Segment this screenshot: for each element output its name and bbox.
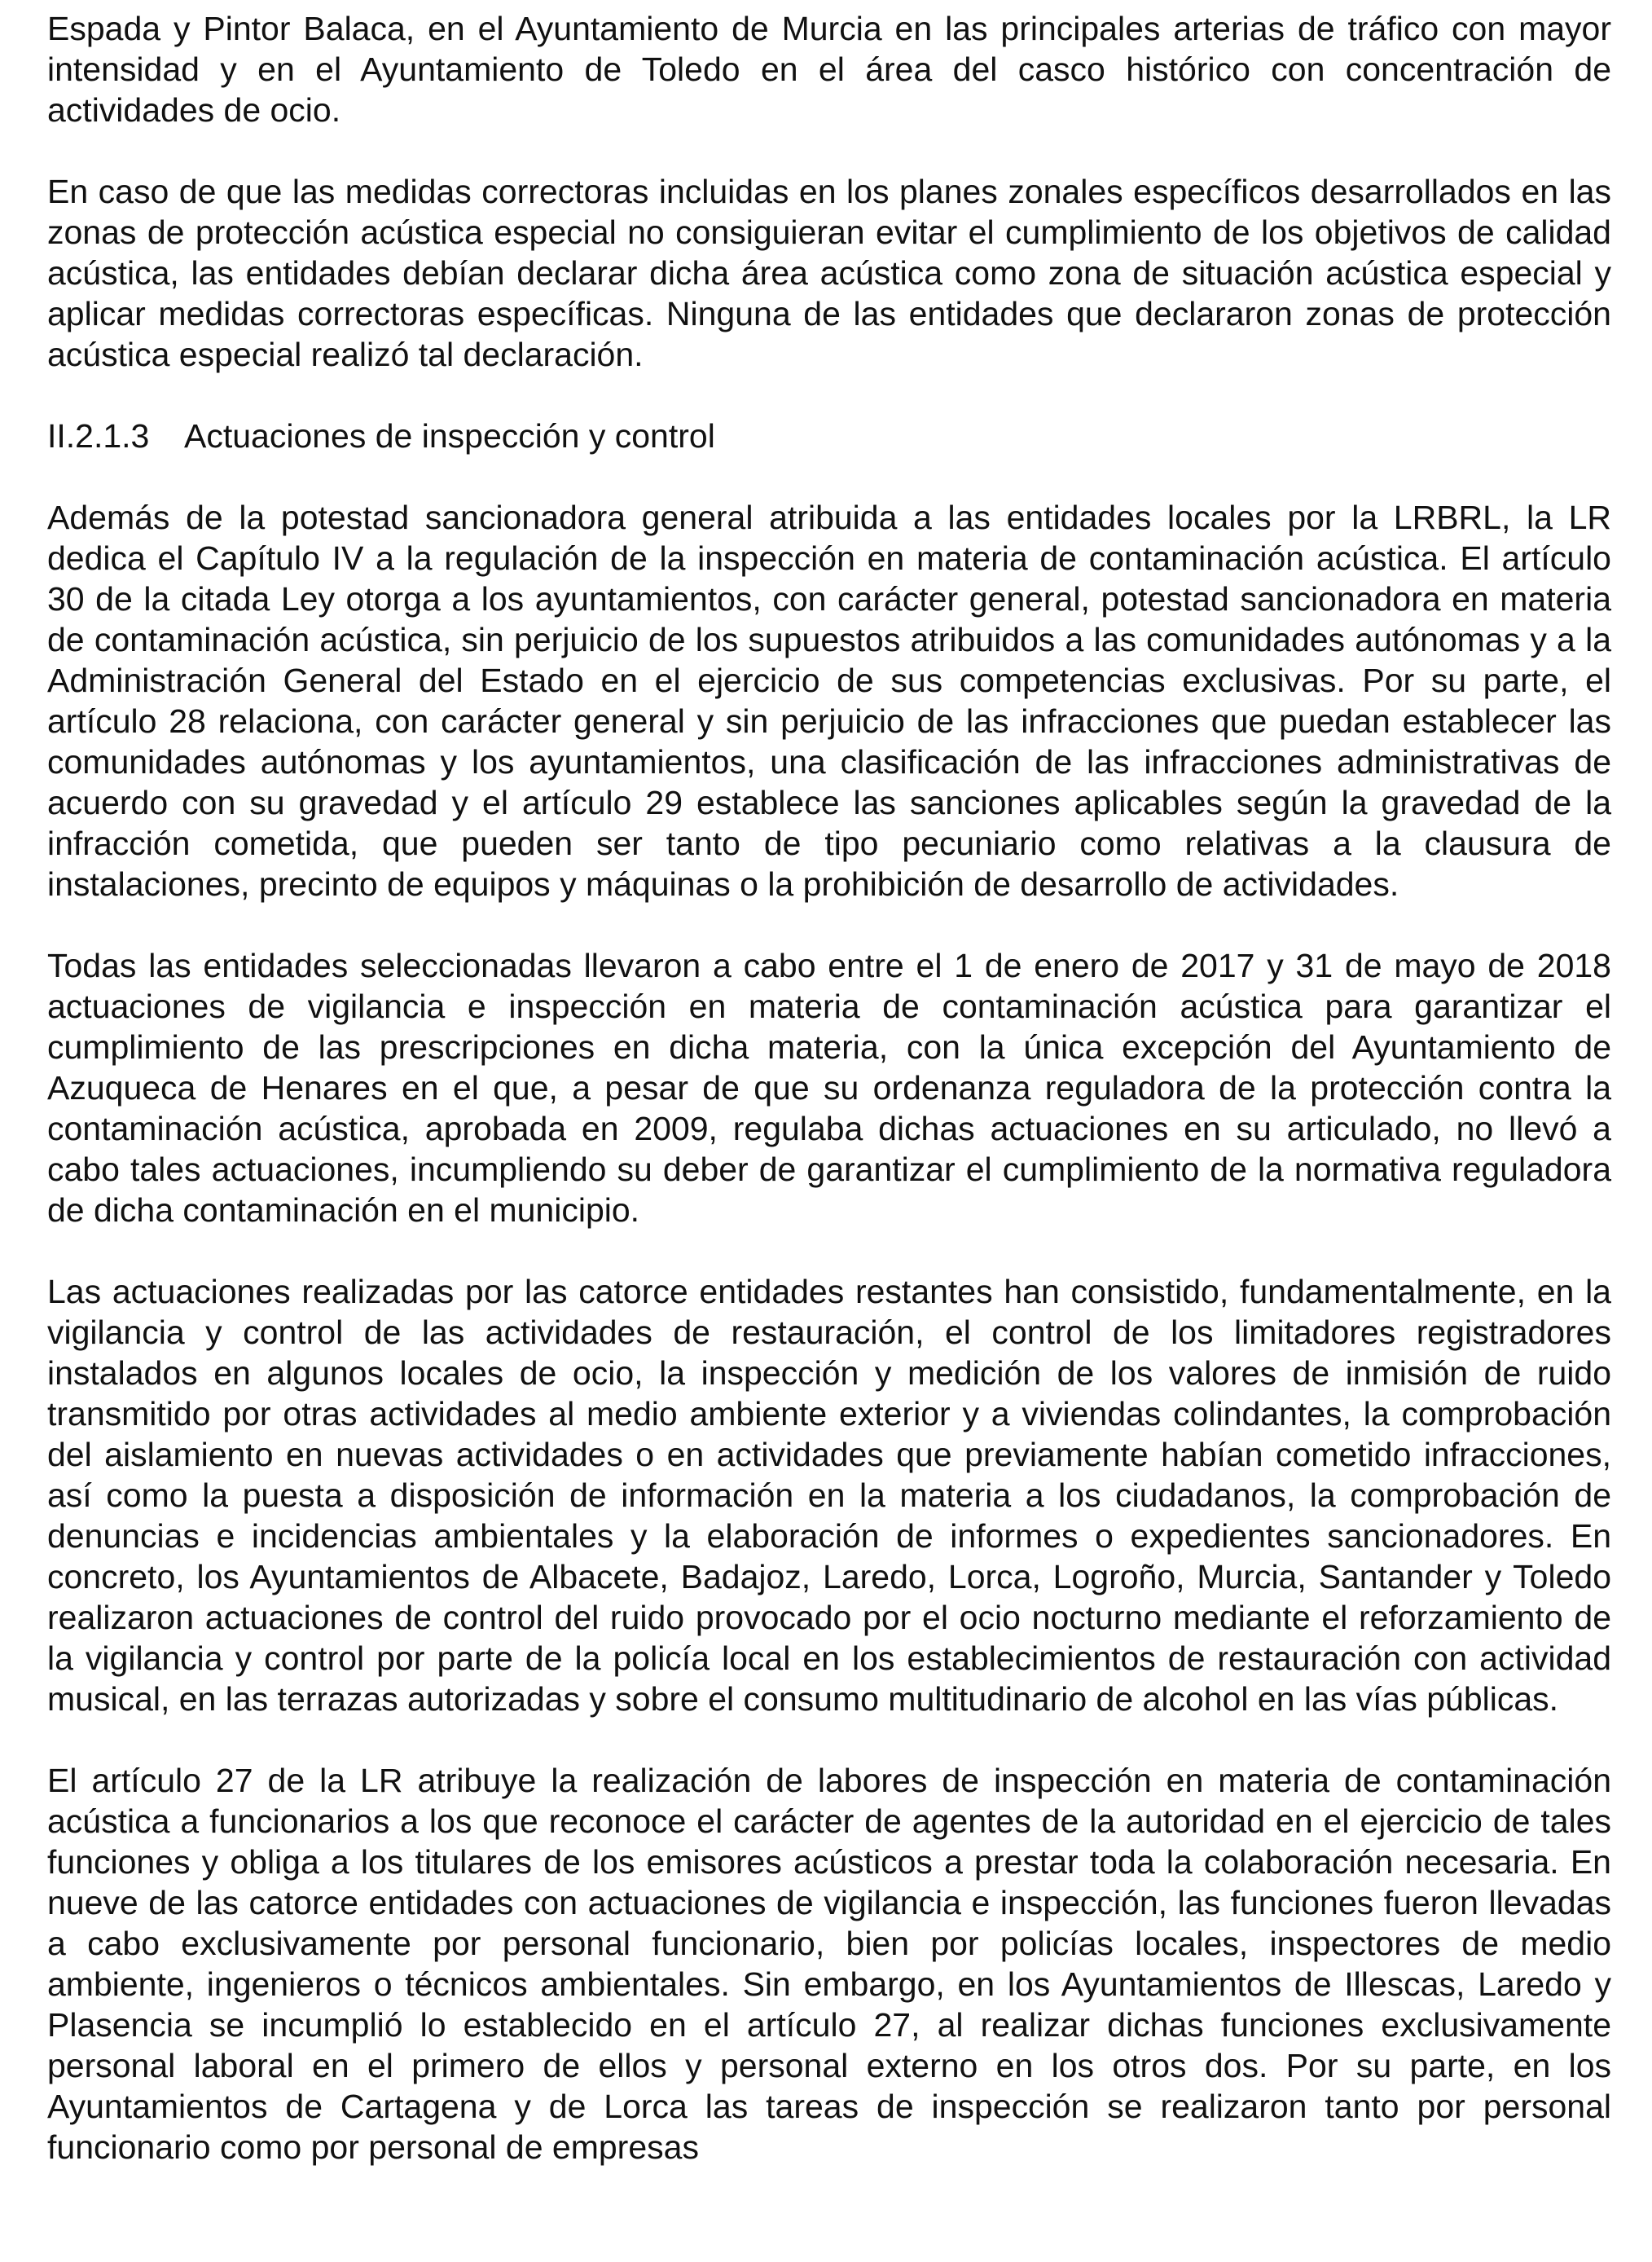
paragraph-5: Las actuaciones realizadas por las catorce entidades restantes han consistido, fundamentalmente, en la vigilancia y control de las actividades de restauración, el control de los limitadores registradores instalados en algunos locales de ocio, la inspección y medición de los valores de inmisión de ruido transmitido por otras actividades al medio ambiente exterior y a viviendas colindantes, la comprobación del aislamiento en nuevas actividades o en actividades que previamente habían cometido infracciones, así como la puesta a disposición de información en la materia a los ciudadanos, la comprobación de denuncias e incidencias ambientales y la elaboración de informes o expedientes sancionadores. En concreto, los Ayuntamientos de Albacete, Badajoz, Laredo, Lorca, Logroño, Murcia, Santander y Toledo realizaron actuaciones de control del ruido provocado por el ocio nocturno mediante el reforzamiento de la vigilancia y control por parte de la policía local en los establecimientos de restauración con actividad musical, en las terrazas autorizadas y sobre el consumo multitudinario de alcohol en las vías públicas.	[47, 1273, 1611, 1718]
paragraph-4: Todas las entidades seleccionadas llevaron a cabo entre el 1 de enero de 2017 y 31 de mayo de 2018 actuaciones de vigilancia e inspección en materia de contaminación acústica para garantizar el cumplimiento de las prescripciones en dicha materia, con la única excepción del Ayuntamiento de Azuqueca de Henares en el que, a pesar de que su ordenanza reguladora de la protección contra la contaminación acústica, aprobada en 2009, regulaba dichas actuaciones en su articulado, no llevó a cabo tales actuaciones, incumpliendo su deber de garantizar el cumplimiento de la normativa reguladora de dicha contaminación en el municipio.	[47, 947, 1611, 1229]
paragraph-6: El artículo 27 de la LR atribuye la realización de labores de inspección en materia de contaminación acústica a funcionarios a los que reconoce el carácter de agentes de la autoridad en el ejercicio de tales funciones y obliga a los titulares de los emisores acústicos a prestar toda la colaboración necesaria. En nueve de las catorce entidades con actuaciones de vigilancia e inspección, las funciones fueron llevadas a cabo exclusivamente por personal funcionario, bien por policías locales, inspectores de medio ambiente, ingenieros o técnicos ambientales. Sin embargo, en los Ayuntamientos de Illescas, Laredo y Plasencia se incumplió lo establecido en el artículo 27, al realizar dichas funciones exclusivamente personal laboral en el primero de ellos y personal externo en los otros dos. Por su parte, en los Ayuntamientos de Cartagena y de Lorca las tareas de inspección se realizaron tanto por personal funcionario como por personal de empresas	[47, 1762, 1611, 2166]
section-heading	[47, 416, 1611, 456]
document-page	[47, 8, 1611, 2208]
paragraph-2: En caso de que las medidas correctoras incluidas en los planes zonales específicos desarrollados en las zonas de protección acústica especial no consiguieran evitar el cumplimiento de los objetivos de calidad acústica, las entidades debían declarar dicha área acústica como zona de situación acústica especial y aplicar medidas correctoras específicas. Ninguna de las entidades que declararon zonas de protección acústica especial realizó tal declaración.	[47, 173, 1611, 373]
paragraph-3: Además de la potestad sancionadora general atribuida a las entidades locales por la LRBRL, la LR dedica el Capítulo IV a la regulación de la inspección en materia de contaminación acústica. El artículo 30 de la citada Ley otorga a los ayuntamientos, con carácter general, potestad sancionadora en materia de contaminación acústica, sin perjuicio de los supuestos atribuidos a las comunidades autónomas y a la Administración General del Estado en el ejercicio de sus competencias exclusivas. Por su parte, el artículo 28 relaciona, con carácter general y sin perjuicio de las infracciones que puedan establecer las comunidades autónomas y los ayuntamientos, una clasificación de las infracciones administrativas de acuerdo con su gravedad y el artículo 29 establece las sanciones aplicables según la gravedad de la infracción cometida, que pueden ser tanto de tipo pecuniario como relativas a la clausura de instalaciones, precinto de equipos y máquinas o la prohibición de desarrollo de actividades.	[47, 499, 1611, 903]
section-title: Actuaciones de inspección y control	[184, 417, 715, 455]
paragraph-1: Espada y Pintor Balaca, en el Ayuntamiento de Murcia en las principales arterias de tráfico con mayor intensidad y en el Ayuntamiento de Toledo en el área del casco histórico con concentración de actividades de ocio.	[47, 10, 1611, 129]
section-number: II.2.1.3	[47, 417, 150, 455]
